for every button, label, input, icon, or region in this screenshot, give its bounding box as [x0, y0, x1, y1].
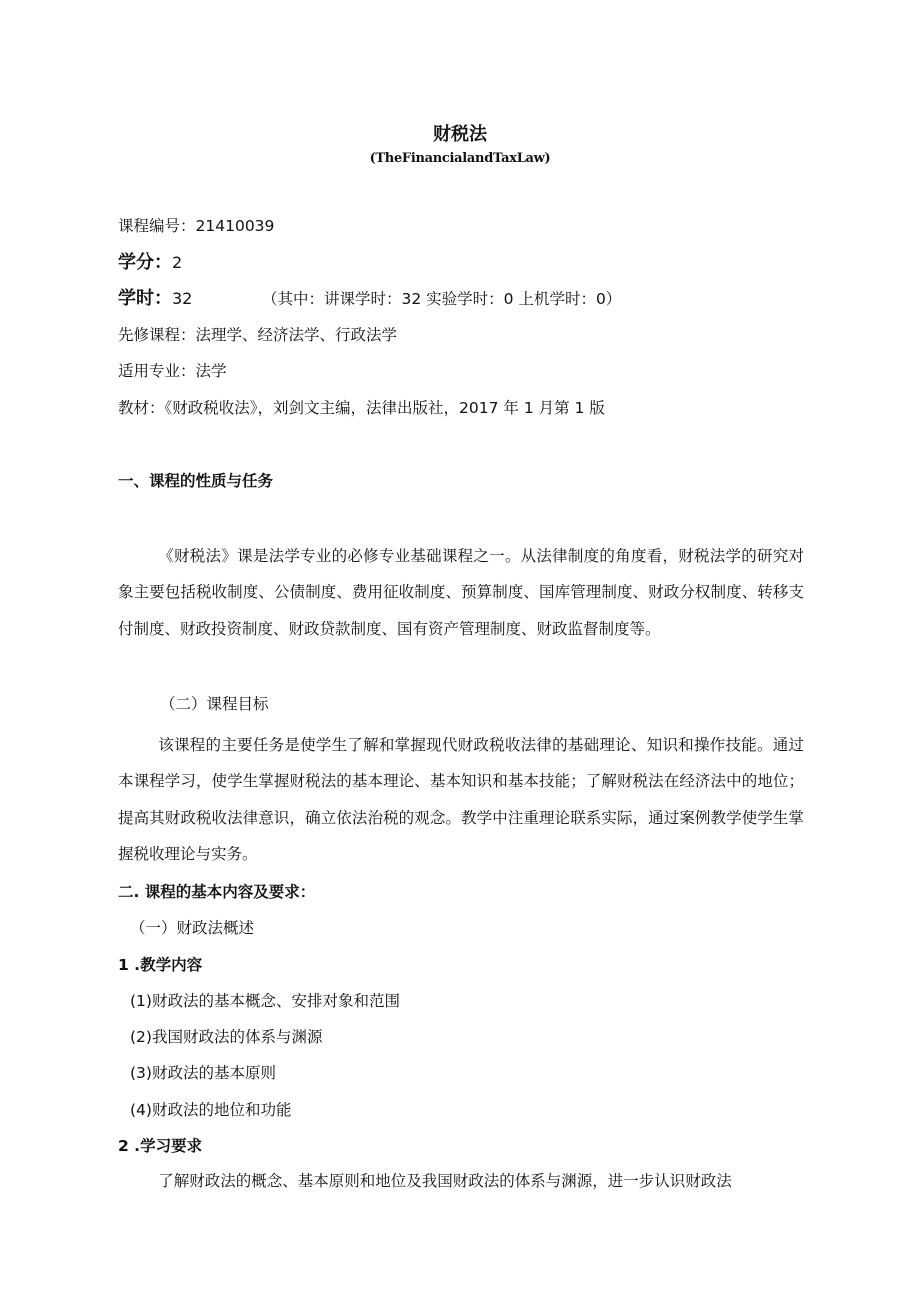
prerequisite-value: 法理学、经济法学、行政法学	[195, 326, 398, 344]
credit-value: 2	[172, 253, 183, 272]
course-goal-paragraph: 该课程的主要任务是使学生了解和掌握现代财政税收法律的基础理论、知识和操作技能。通过本课程学习，使学生掌握财税法的基本理论、基本知识和基本技能；了解财税法在经济法中的地位；提高其财政税收法律意识，确立依法治税的观念。教学中注重理论联系实际，通过案例教学使学生掌握税收理论与实务。	[118, 736, 804, 863]
prerequisite-line	[118, 323, 397, 345]
section-1-heading: 一、课程的性质与任务	[118, 472, 274, 490]
subsection-finance-law-heading: （一）财政法概述	[130, 919, 255, 937]
content-item: (4)财政法的地位和功能	[130, 1101, 292, 1119]
hours-detail: （其中：讲课学时：32 实验学时：0 上机学时：0）	[262, 290, 622, 308]
textbook-value: 《财政税收法》，刘剑文主编，法律出版社，2017 年 1 月第 1 版	[164, 399, 605, 417]
course-code-label: 课程编号：	[118, 217, 196, 235]
course-nature-paragraph: 《财税法》课是法学专业的必修专业基础课程之一。从法律制度的角度看，财税法学的研究对象主要包括税收制度、公债制度、费用征收制度、预算制度、国库管理制度、财政分权制度、转移支付制度、财政投资制度、财政贷款制度、国有资产管理制度、财政监督制度等。	[118, 547, 804, 638]
course-code-line	[118, 214, 274, 236]
content-item: (3)财政法的基本原则	[130, 1064, 276, 1082]
major-line	[118, 359, 227, 381]
content-item: (1)财政法的基本概念、安排对象和范围	[130, 992, 400, 1010]
page-subtitle: (TheFinancialandTaxLaw)	[369, 151, 551, 166]
course-code-value: 21410039	[195, 217, 275, 235]
page-title: 财税法	[433, 124, 487, 145]
learning-requirements-paragraph: 了解财政法的概念、基本原则和地位及我国财政法的体系与渊源，进一步认识财政法	[158, 1172, 732, 1190]
prerequisite-label: 先修课程：	[118, 326, 196, 344]
content-item: (2)我国财政法的体系与渊源	[130, 1028, 323, 1046]
course-goal-heading: （二）课程目标	[160, 695, 269, 713]
learning-requirements-heading: 2 .学习要求	[118, 1137, 203, 1155]
hours-line	[118, 284, 192, 310]
major-value: 法学	[195, 362, 227, 380]
hours-value: 32	[172, 289, 193, 308]
credit-label: 学分：	[118, 252, 172, 273]
section-2-heading: 二. 课程的基本内容及要求：	[118, 883, 316, 901]
credit-line	[118, 248, 182, 274]
teaching-content-heading: 1 .教学内容	[118, 956, 203, 974]
major-label: 适用专业：	[118, 362, 196, 380]
textbook-line	[118, 396, 605, 418]
hours-label: 学时：	[118, 288, 172, 309]
textbook-label: 教材：	[118, 399, 165, 417]
